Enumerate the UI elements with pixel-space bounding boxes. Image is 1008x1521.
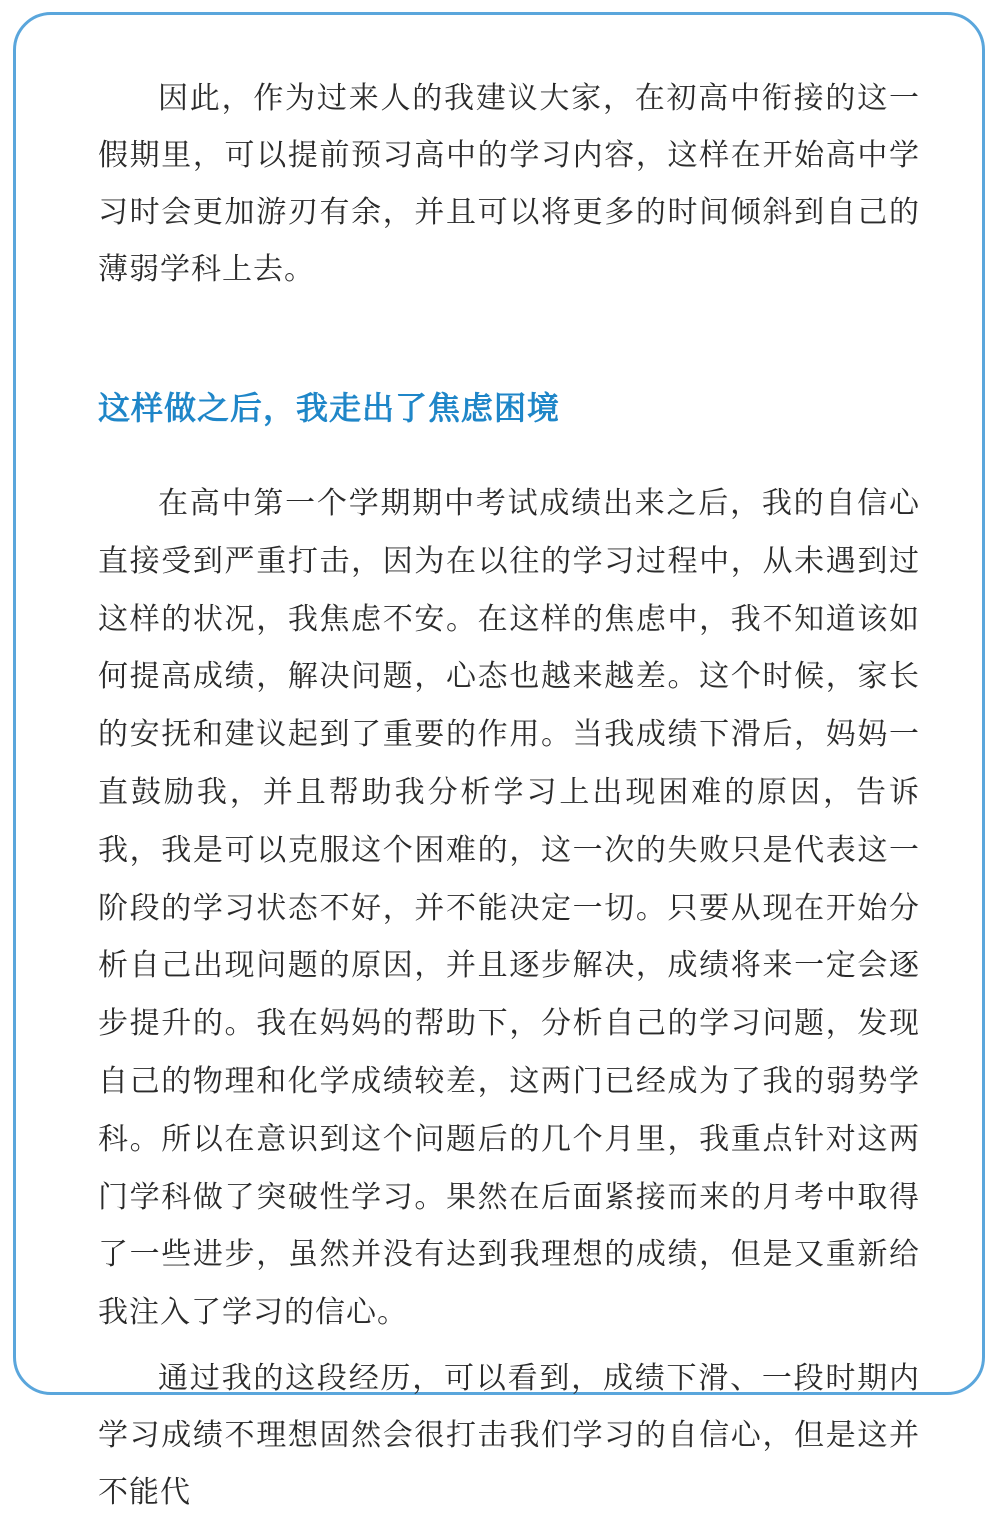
- body-paragraph-2: 通过我的这段经历，可以看到，成绩下滑、一段时期内学习成绩不理想固然会很打击我们学习的自信心，但是这并不能代: [98, 1360, 920, 1510]
- page-content: [98, 70, 920, 1521]
- intro-paragraph: 因此，作为过来人的我建议大家，在初高中衔接的这一假期里，可以提前预习高中的学习内容，这样在开始高中学习时会更加游刃有余，并且可以将更多的时间倾斜到自己的薄弱学科上去。: [98, 81, 920, 287]
- body-paragraph-1: 在高中第一个学期期中考试成绩出来之后，我的自信心直接受到严重打击，因为在以往的学习过程中，从未遇到过这样的状况，我焦虑不安。在这样的焦虑中，我不知道该如何提高成绩，解决问题，心态也越来越差。这个时候，家长的安抚和建议起到了重要的作用。当我成绩下滑后，妈妈一直鼓励我，并且帮助我分析学习上出现困难的原因，告诉我，我是可以克服这个困难的，这一次的失败只是代表这一阶段的学习状态不好，并不能决定一切。只要从现在开始分析自己出现问题的原因，并且逐步解决，成绩将来一定会逐步提升的。我在妈妈的帮助下，分析自己的学习问题，发现自己的物理和化学成绩较差，这两门已经成为了我的弱势学科。所以在意识到这个问题后的几个月里，我重点针对这两门学科做了突破性学习。果然在后面紧接而来的月考中取得了一些进步，虽然并没有达到我理想的成绩，但是又重新给我注入了学习的信心。: [98, 486, 920, 1331]
- section-heading: 这样做之后，我走出了焦虑困境: [98, 389, 561, 427]
